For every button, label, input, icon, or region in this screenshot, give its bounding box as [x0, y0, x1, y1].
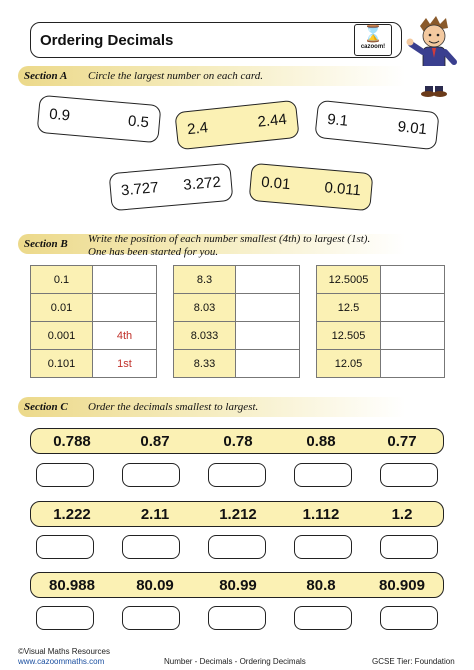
strip-number: 80.8 — [306, 577, 336, 594]
answer-box[interactable] — [380, 463, 438, 487]
answer-cell[interactable] — [93, 266, 157, 294]
answer-box[interactable] — [122, 535, 180, 559]
strip-number: 0.77 — [387, 433, 417, 450]
answer-box[interactable] — [36, 463, 94, 487]
logo-icon: ⌛ — [363, 24, 383, 43]
table-value-cell: 8.33 — [174, 350, 236, 378]
strip-number: 0.78 — [223, 433, 253, 450]
table-value-cell: 0.1 — [31, 266, 93, 294]
table-row — [31, 266, 157, 294]
mascot-illustration — [404, 14, 464, 100]
table-value-cell: 12.505 — [317, 322, 381, 350]
logo-text: cazoom! — [360, 44, 386, 50]
strip-number: 80.99 — [219, 577, 257, 594]
section-c-label: Section C — [24, 401, 68, 413]
table-row — [317, 350, 445, 378]
strip-number: 1.212 — [219, 506, 257, 523]
card-value-left[interactable]: 0.9 — [48, 105, 71, 125]
answer-box[interactable] — [294, 463, 352, 487]
position-table-1 — [30, 265, 157, 378]
card-4[interactable] — [109, 163, 234, 211]
answer-cell[interactable]: 4th — [93, 322, 157, 350]
answer-cell[interactable] — [236, 322, 300, 350]
table-value-cell: 0.01 — [31, 294, 93, 322]
card-value-right[interactable]: 0.011 — [323, 179, 362, 200]
table-value-cell: 12.05 — [317, 350, 381, 378]
card-3[interactable] — [314, 100, 439, 151]
strip-number: 80.909 — [379, 577, 425, 594]
answer-cell[interactable] — [236, 294, 300, 322]
table-row — [317, 294, 445, 322]
answer-cell[interactable] — [381, 322, 445, 350]
decimal-strip-3 — [30, 572, 444, 598]
footer-tier: GCSE Tier: Foundation — [372, 657, 455, 666]
answer-cell[interactable] — [236, 266, 300, 294]
strip-number: 80.09 — [136, 577, 174, 594]
table-row — [174, 350, 300, 378]
position-table-2 — [173, 265, 300, 378]
section-b-label: Section B — [24, 238, 68, 250]
answer-cell[interactable] — [381, 266, 445, 294]
answer-cell[interactable] — [236, 350, 300, 378]
table-row — [317, 266, 445, 294]
answer-box[interactable] — [380, 535, 438, 559]
decimal-strip-1 — [30, 428, 444, 454]
answer-box[interactable] — [122, 463, 180, 487]
section-a-instruction: Circle the largest number on each card. — [88, 70, 264, 82]
answer-box[interactable] — [294, 606, 352, 630]
answer-cell[interactable] — [93, 294, 157, 322]
table-value-cell: 12.5 — [317, 294, 381, 322]
card-value-left[interactable]: 3.727 — [120, 179, 160, 200]
strip-number: 1.2 — [391, 506, 413, 523]
section-a-label: Section A — [24, 70, 68, 82]
footer-topic: Number - Decimals - Ordering Decimals — [164, 657, 306, 666]
table-row — [317, 322, 445, 350]
strip-number: 0.88 — [306, 433, 336, 450]
cazoom-logo — [354, 24, 392, 56]
table-row — [31, 350, 157, 378]
answer-box[interactable] — [36, 535, 94, 559]
table-row — [31, 322, 157, 350]
strip-number: 1.222 — [53, 506, 91, 523]
strip-number: 2.11 — [140, 506, 170, 523]
card-5[interactable] — [249, 163, 374, 211]
table-row — [174, 294, 300, 322]
table-value-cell: 8.033 — [174, 322, 236, 350]
card-value-right[interactable]: 2.44 — [256, 110, 288, 131]
table-value-cell: 8.3 — [174, 266, 236, 294]
card-2[interactable] — [174, 100, 299, 151]
answer-box[interactable] — [294, 535, 352, 559]
section-c-instruction: Order the decimals smallest to largest. — [88, 401, 259, 413]
strip-number: 80.988 — [49, 577, 95, 594]
card-value-right[interactable]: 9.01 — [396, 118, 428, 139]
answer-box[interactable] — [36, 606, 94, 630]
footer-copyright: ©Visual Maths Resources — [18, 647, 111, 656]
answer-box[interactable] — [122, 606, 180, 630]
position-table-3 — [316, 265, 445, 378]
section-b-instruction-line2: One has been started for you. — [88, 246, 219, 258]
card-value-right[interactable]: 0.5 — [127, 112, 150, 132]
strip-number: 1.112 — [302, 506, 340, 523]
card-value-right[interactable]: 3.272 — [182, 173, 222, 194]
card-1[interactable] — [37, 95, 162, 143]
answer-box[interactable] — [208, 463, 266, 487]
footer-url[interactable]: www.cazoommaths.com — [18, 657, 105, 666]
table-value-cell: 8.03 — [174, 294, 236, 322]
strip-number: 0.87 — [140, 433, 170, 450]
table-row — [31, 294, 157, 322]
card-value-left[interactable]: 0.01 — [260, 173, 292, 194]
decimal-strip-2 — [30, 501, 444, 527]
card-value-left[interactable]: 2.4 — [186, 119, 209, 139]
table-value-cell: 0.101 — [31, 350, 93, 378]
answer-box[interactable] — [208, 535, 266, 559]
table-row — [174, 266, 300, 294]
card-value-left[interactable]: 9.1 — [326, 110, 349, 130]
answer-cell[interactable] — [381, 294, 445, 322]
section-b-instruction-line1: Write the position of each number smallest (4th) to largest (1st). — [88, 233, 371, 245]
strip-number: 0.788 — [53, 433, 91, 450]
answer-box[interactable] — [208, 606, 266, 630]
table-value-cell: 0.001 — [31, 322, 93, 350]
page-title: Ordering Decimals — [40, 32, 174, 49]
answer-cell[interactable]: 1st — [93, 350, 157, 378]
table-value-cell: 12.5005 — [317, 266, 381, 294]
answer-cell[interactable] — [381, 350, 445, 378]
answer-box[interactable] — [380, 606, 438, 630]
table-row — [174, 322, 300, 350]
